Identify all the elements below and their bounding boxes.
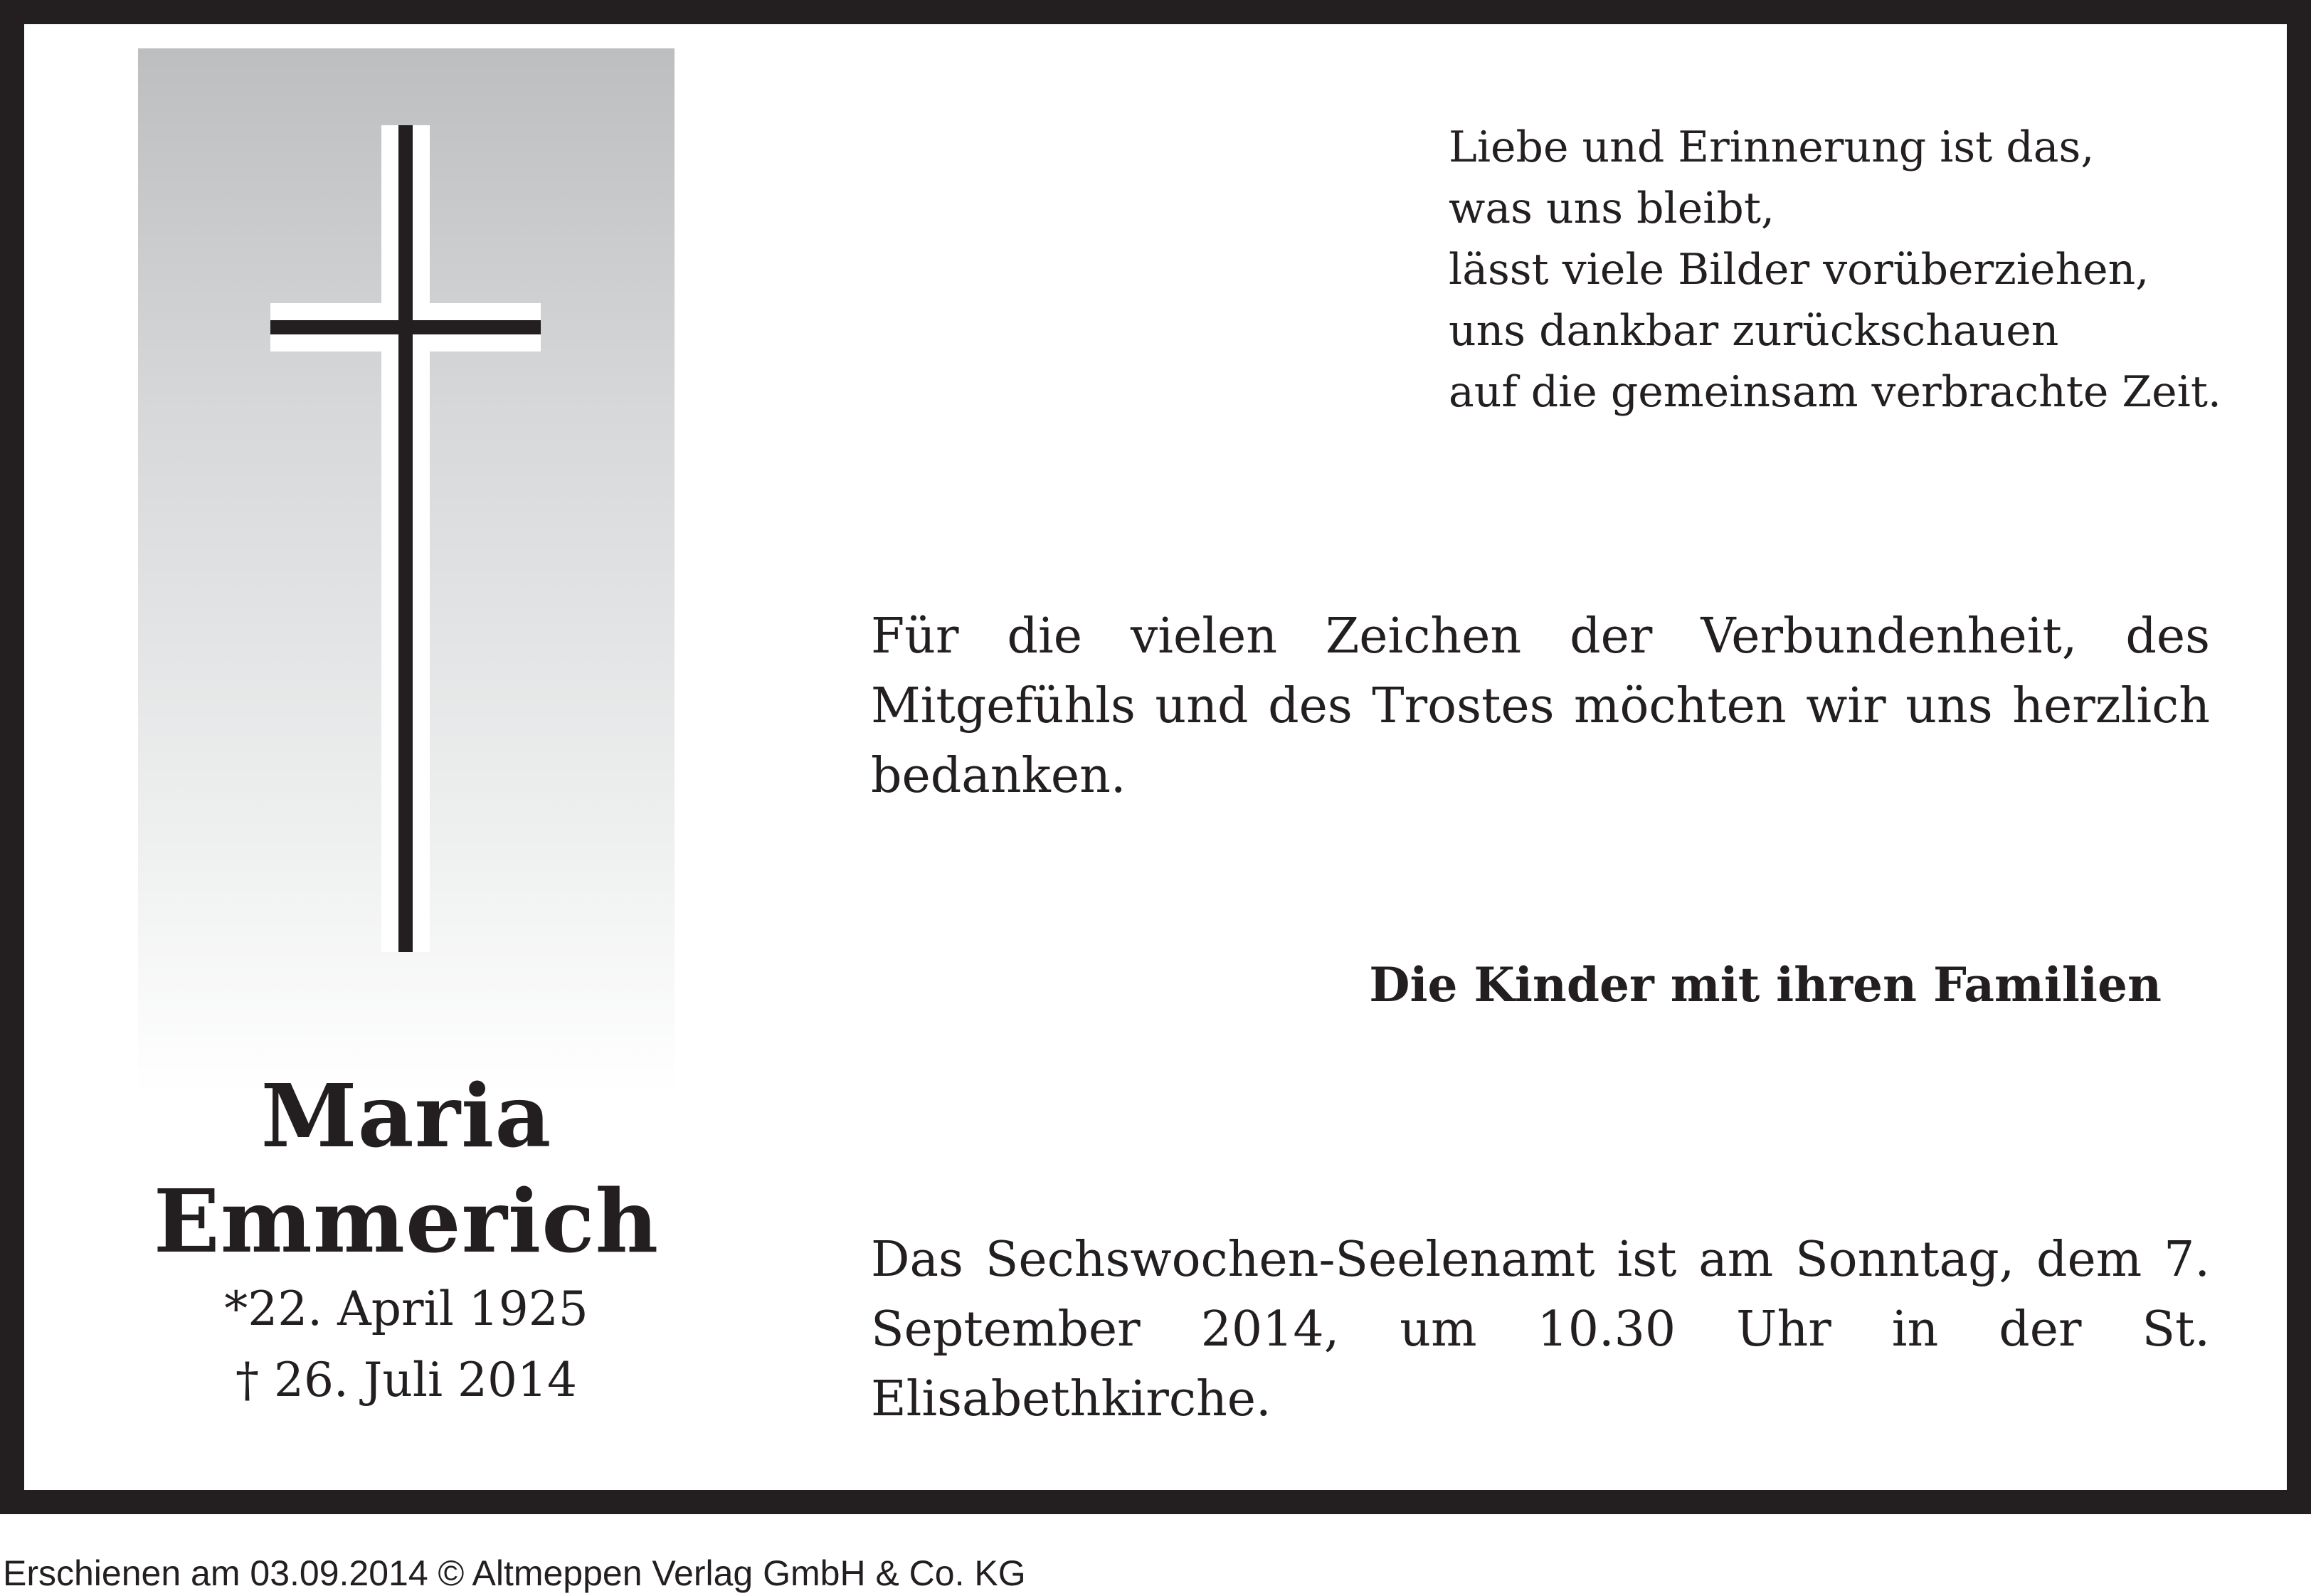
poem-line: Liebe und Erinnerung ist das, <box>1449 122 2095 172</box>
birth-date: *22. April 1925 <box>224 1281 588 1336</box>
first-name: Maria <box>260 1064 552 1167</box>
poem-line: auf die gemeinsam verbrachte Zeit. <box>1449 367 2222 417</box>
cross-center <box>398 303 413 352</box>
poem-line: lässt viele Bilder vorüberziehen, <box>1449 245 2149 295</box>
signature: Die Kinder mit ihren Familien <box>1369 957 2162 1013</box>
thanks-paragraph: Für die vielen Zeichen der Verbundenheit, des Mitgefühls und des Trostes möchten wir uns herzlich bedanken. <box>871 608 2210 804</box>
publication-footer: Erschienen am 03.09.2014 © Altmeppen Verlag GmbH & Co. KG <box>3 1553 1026 1593</box>
poem-line: was uns bleibt, <box>1449 184 1775 233</box>
deceased-block <box>110 1063 703 1416</box>
cross-vertical-bar <box>398 125 413 952</box>
cross-icon <box>270 125 541 952</box>
poem <box>1449 117 2267 423</box>
service-paragraph: Das Sechswochen-Seelenamt ist am Sonntag, dem 7. September 2014, um 10.30 Uhr in der St. Elisabethkirche. <box>871 1232 2210 1427</box>
death-date: † 26. Juli 2014 <box>235 1353 578 1407</box>
last-name: Emmerich <box>153 1170 660 1272</box>
poem-line: uns dankbar zurückschauen <box>1449 306 2059 356</box>
